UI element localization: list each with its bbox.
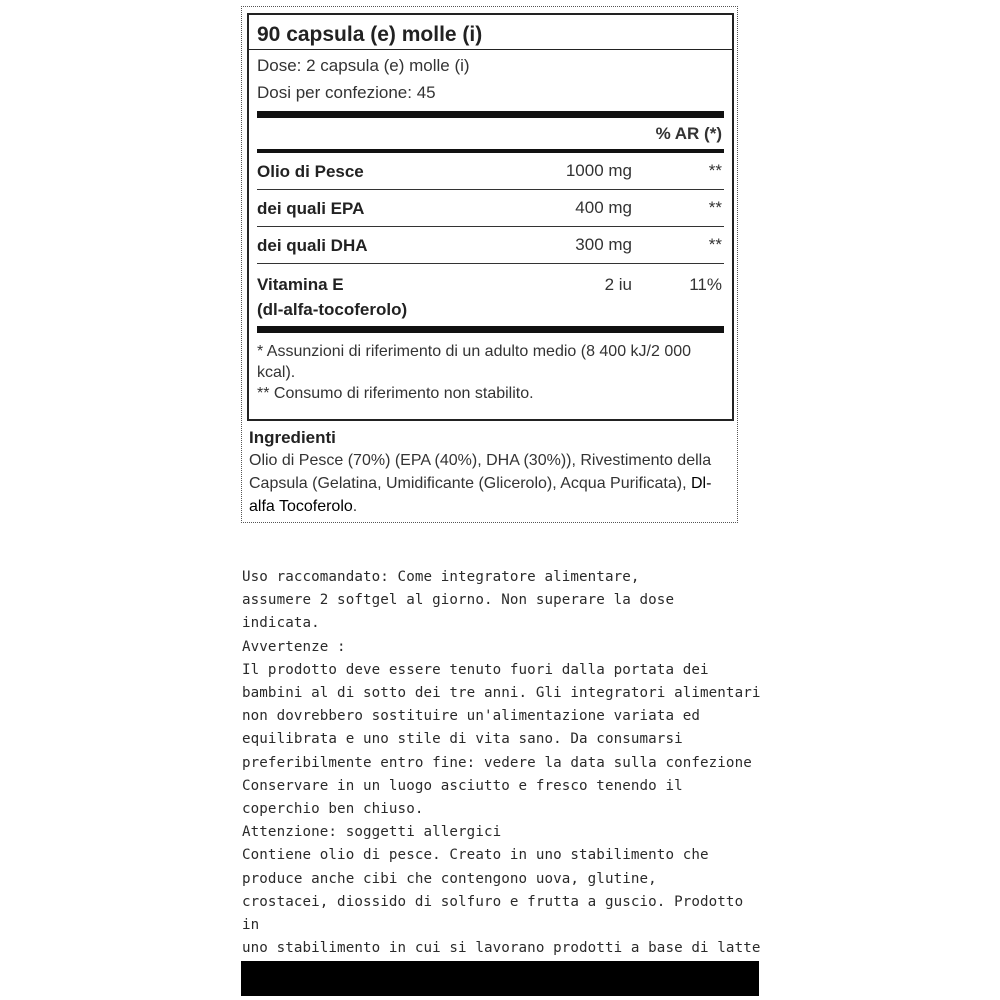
nutrient-name-line: (dl-alfa-tocoferolo) [257, 300, 408, 319]
footnotes [257, 333, 724, 404]
nutrient-row [257, 190, 724, 227]
nutrient-row [257, 264, 724, 326]
title-divider [249, 49, 732, 50]
allergy-title: Attenzione: soggetti allergici [242, 824, 502, 841]
nutrient-name: dei quali EPA [257, 198, 365, 218]
thick-divider [257, 326, 724, 333]
panel-title: 90 capsula (e) molle (i) [257, 23, 483, 46]
ingredients-section [249, 426, 719, 518]
ar-header: % AR (*) [655, 123, 722, 143]
usage-section [242, 566, 762, 984]
nutrient-name [257, 272, 492, 322]
nutrient-ar: ** [708, 235, 722, 254]
black-bar [241, 961, 759, 996]
dose-text: Dose: 2 capsula (e) molle (i) [257, 56, 470, 75]
nutrient-row [257, 227, 724, 264]
nutrient-row [257, 153, 724, 190]
ingredients-title: Ingredienti [249, 428, 336, 447]
warnings-text: Il prodotto deve essere tenuto fuori dalla portata dei bambini al di sotto dei tre anni. Gli integratori alimentari non dovrebbero sostituire un'alimentazione variata ed equilibrata e uno stile di vita sano. Da consumarsi preferibilmente entro fine: vedere la data sulla confezione Conservare in un luogo asciutto e fresco tenendo il coperchio ben chiuso. [242, 661, 761, 818]
allergy-text: Contiene olio di pesce. Creato in uno stabilimento che produce anche cibi che contengono uova, glutine, crostacei, diossido di solfuro e frutta a guscio. Prodotto in uno stabilimento in cui si lavorano prodotti a base di latte [242, 847, 761, 957]
thick-divider [257, 111, 724, 118]
nutrient-amount: 300 mg [575, 235, 632, 254]
nutrient-name-line: Vitamina E [257, 275, 344, 294]
nutrient-amount: 1000 mg [565, 161, 632, 180]
nutrient-ar: 11% [689, 275, 722, 294]
nutrient-ar: ** [708, 161, 722, 180]
nutrient-name: Olio di Pesce [257, 161, 364, 181]
nutrient-ar: ** [708, 198, 722, 217]
nutrition-panel [247, 13, 734, 421]
doses-per-pack-text: Dosi per confezione: 45 [257, 83, 436, 102]
ingredients-highlight: Dl-alfa Tocoferolo [249, 475, 712, 515]
nutrient-name: dei quali DHA [257, 235, 368, 255]
footnote-not-established: ** Consumo di riferimento non stabilito. [257, 385, 534, 402]
ingredients-end: . [352, 498, 358, 515]
nutrient-amount: 2 iu [604, 275, 632, 294]
warnings-title: Avvertenze : [242, 638, 346, 655]
ingredients-main: Olio di Pesce (70%) (EPA (40%), DHA (30%)), Rivestimento della Capsula (Gelatina, Umidificante (Glicerolo), Acqua Purificata), [249, 452, 712, 492]
footnote-ar: * Assunzioni di riferimento di un adulto medio (8 400 kJ/2 000 kcal). [257, 343, 692, 381]
nutrient-amount: 400 mg [575, 198, 632, 217]
ingredients-text [249, 449, 719, 518]
recommended-use: Uso raccomandato: Come integratore alimentare, assumere 2 softgel al giorno. Non superare la dose indicata. [242, 569, 675, 632]
